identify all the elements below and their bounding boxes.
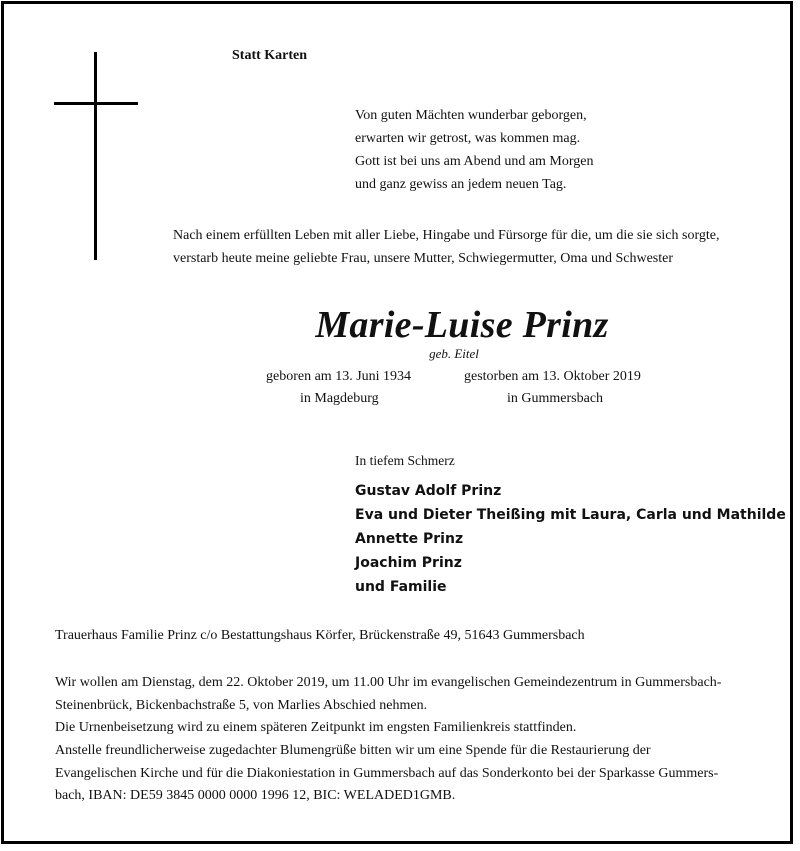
ceremony-paragraph [55,672,745,740]
mourning-house-address: Trauerhaus Familie Prinz c/o Bestattungshaus Körfer, Brückenstraße 49, 51643 Gummersbach [55,628,585,643]
birth-place: in Magdeburg [300,391,379,406]
poem-line: erwarten wir getrost, was kommen mag. [355,131,581,146]
mourning-intro: In tiefem Schmerz [355,453,455,468]
ceremony-line: Wir wollen am Dienstag, dem 22. Oktober 2019, um 11.00 Uhr im evangelischen Gemeindezentrum in Gummersbach- [55,675,722,690]
donation-line: bach, IBAN: DE59 3845 0000 0000 1996 12, BIC: WELADED1GMB. [55,788,456,803]
death-date: gestorben am 13. Oktober 2019 [464,369,641,384]
mourner-name: Eva und Dieter Theißing mit Laura, Carla und Mathilde [355,507,786,523]
ceremony-line: Die Urnenbeisetzung wird zu einem späteren Zeitpunkt im engsten Familienkreis stattfinden. [55,720,577,735]
intro-line: verstarb heute meine geliebte Frau, unsere Mutter, Schwiegermutter, Oma und Schwester [173,251,673,266]
birth-date: geboren am 13. Juni 1934 [266,369,412,384]
mourner-name: Annette Prinz [355,531,464,547]
intro-text [173,224,720,270]
poem [355,104,594,196]
donation-paragraph [55,740,745,808]
ceremony-line: Steinenbrück, Bickenbachstraße 5, von Marlies Abschied nehmen. [55,697,428,713]
poem-line: Von guten Mächten wunderbar geborgen, [355,108,587,123]
poem-line: Gott ist bei uns am Abend und am Morgen [355,154,594,169]
mourner-name: Gustav Adolf Prinz [355,483,502,499]
mourner-name: und Familie [355,579,447,595]
donation-line: Evangelischen Kirche und für die Diakoniestation in Gummersbach auf das Sonderkonto bei der Sparkasse Gummers- [55,765,719,781]
intro-line: Nach einem erfüllten Leben mit aller Liebe, Hingabe und Fürsorge für die, um die sie sich sorgte, [173,228,720,243]
deceased-name: Marie-Luise Prinz [315,304,609,346]
donation-line: Anstelle freundlicherweise zugedachter Blumengrüße bitten wir um eine Spende für die Restaurierung der [55,743,651,758]
cross-icon [94,52,97,260]
mourner-name: Joachim Prinz [355,555,462,571]
death-place: in Gummersbach [507,391,604,406]
statt-karten-label: Statt Karten [232,48,308,63]
maiden-name: geb. Eitel [429,346,479,361]
poem-line: und ganz gewiss an jedem neuen Tag. [355,177,567,192]
cross-icon-bar [54,102,138,105]
mourners-list [355,479,786,599]
